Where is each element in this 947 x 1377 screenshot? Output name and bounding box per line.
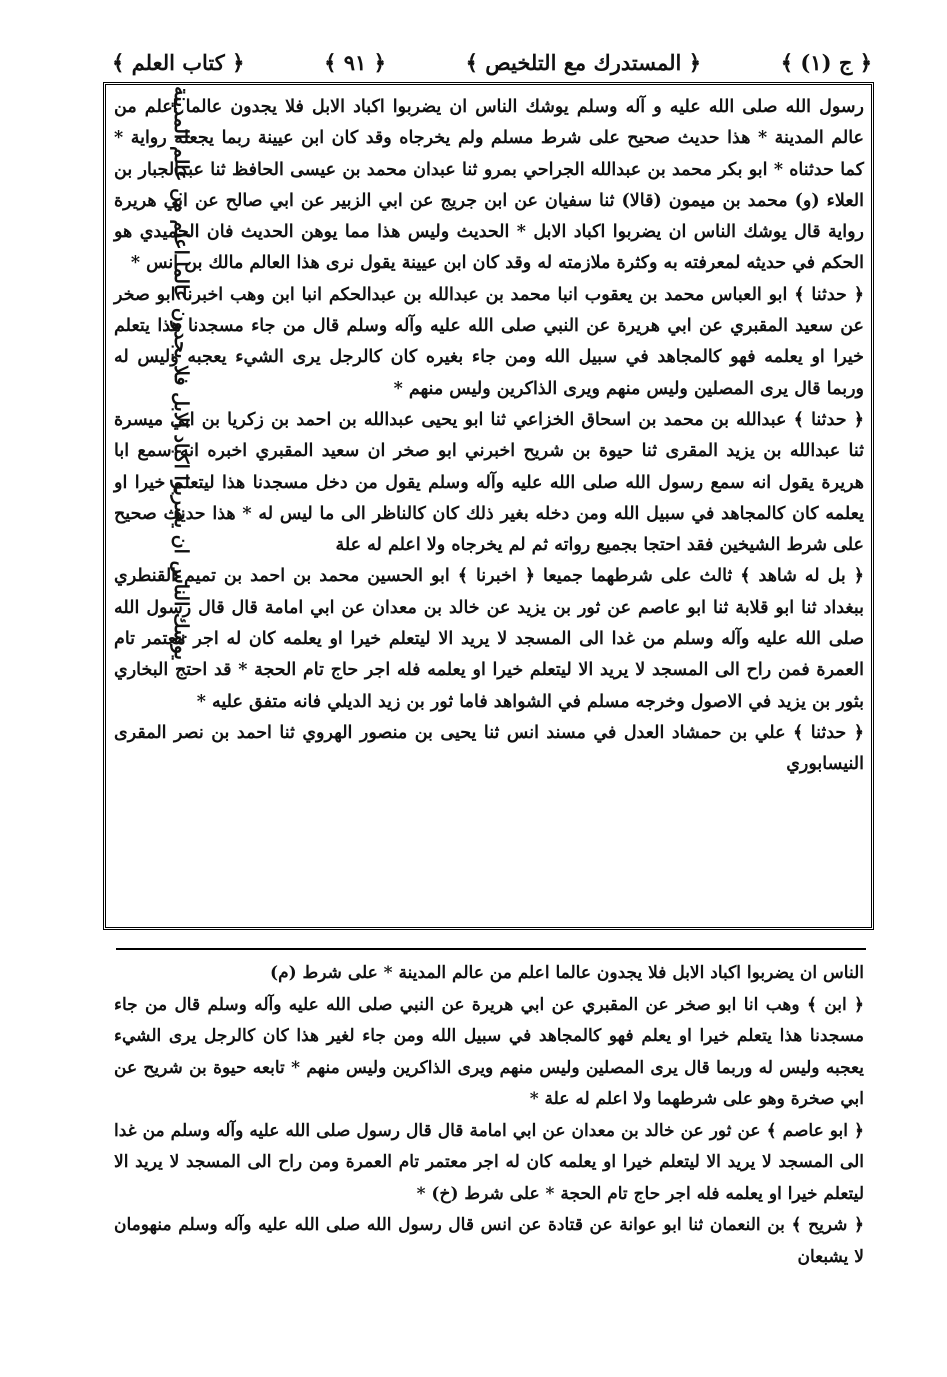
main-paragraph: ﴿ بل له شاهد ﴾ ثالث على شرطهما جميعا ﴿ اخبرنا ﴾ ابو الحسين محمد بن احمد بن تميم القنطري ببغداد ثنا ابو قلابة ثنا ابو عاصم عن ثور بن يزيد عن خالد بن معدان عن ابي امامة قال قال رسول الله صلى الله عليه وآله وسلم من غدا الى المسجد لا يريد الا ليتعلم خيرا او يعلمه كان له اجر معتمر تام العمرة فمن راح الى المسجد لا يريد الا ليتعلم خيرا او يعلمه فله اجر حاج تام الحجة * قد احتج البخاري بثور بن يزيد في الاصول وخرجه مسلم في الشواهد فاما ثور بن زيد الديلي فانه متفق عليه * <box>114 566 864 712</box>
page-number: ﴿ ٩١ ﴾ <box>324 49 386 75</box>
page-header <box>112 44 872 80</box>
main-paragraph: ﴿ حدثنا ﴾ علي بن حمشاد العدل في مسند انس ثنا يحيى بن منصور الهروي ثنا احمد بن نصر المقرى النيسابوري <box>114 722 864 775</box>
volume-label: ﴿ ج (١) ﴾ <box>780 49 872 75</box>
footnote: ﴿ ابن ﴾ وهب انا ابو صخر عن المقبري عن ابي هريرة عن النبي صلى الله عليه وآله وسلم قال من جاء مسجدنا هذا يتعلم خيرا او يعلم فهو كالمجاهد في سبيل الله ومن جاء لغير هذا كان كالرجل يرى الشيء يعجبه وليس له وربما قال يرى المصلين وليس منهم ويرى الذاكرين وليس منهم * تابعه حيوة بن شريح عن ابي صخرة وهو على شرطهما ولا اعلم له علة * <box>114 994 864 1109</box>
main-paragraph: ﴿ حدثنا ﴾ عبدالله بن محمد بن اسحاق الخزاعي ثنا ابو يحيى عبدالله بن احمد بن زكريا بن ابي ميسرة ثنا عبدالله بن يزيد المقرى ثنا حيوة بن شريح اخبرني ابو صخر ان سعيد المقبري اخبره انه سمع ابا هريرة يقول انه سمع رسول الله صلى الله عليه وآله وسلم يقول من دخل مسجدنا هذا ليتعلم خيرا او يعلمه كان كالمجاهد في سبيل الله ومن دخله بغير ذلك كان كالناظر الى ما ليس له * هذا حديث صحيح على شرط الشيخين فقد احتجا بجميع رواته ثم لم يخرجاه ولا اعلم له علة <box>114 409 864 556</box>
footnote: الناس ان يضربوا اكباد الابل فلا يجدون عالما اعلم من عالم المدينة * على شرط (م) <box>270 963 864 983</box>
book-title: ﴿ كتاب العلم ﴾ <box>112 49 245 75</box>
margin-note: يوشك الناس ان يضربوا اكباد الابل فلا يجدون عالما اعلم من عالم المدينة <box>170 86 192 660</box>
footnotes <box>114 958 864 1273</box>
main-paragraph: ﴿ حدثنا ﴾ ابو العباس محمد بن يعقوب انبا محمد بن عبدالله بن عبدالحكم انبا ابن وهب اخبرنا ابو صخر عن سعيد المقبري عن ابي هريرة عن النبي صلى الله عليه وآله وسلم قال من جاء مسجدنا هذا يتعلم خيرا او يعلمه فهو كالمجاهد في سبيل الله ومن جاء بغيره كان كالرجل يرى الشيء يعجبه وليس له وربما قال يرى المصلين وليس منهم ويرى الذاكرين وليس منهم * <box>114 284 864 399</box>
main-text <box>114 86 864 781</box>
footnote: ﴿ ابو عاصم ﴾ عن ثور عن خالد بن معدان عن ابي امامة قال قال رسول صلى الله عليه وآله وسلم من غدا الى المسجد لا يريد الا ليتعلم خيرا او يعلمه كان له اجر معتمر تام العمرة ومن راح الى المسجد لا يريد الا ليتعلم خيرا او يعلمه فله اجر حاج تام الحجة * على شرط (خ) * <box>114 1120 864 1204</box>
footnote-divider <box>116 948 866 950</box>
footnote: ﴿ شريح ﴾ بن النعمان ثنا ابو عوانة عن قتادة عن انس قال رسول الله صلى الله عليه وآله وسلم منهومان لا يشبعان <box>114 1215 864 1267</box>
running-title: ﴿ المستدرك مع التلخيص ﴾ <box>465 49 701 75</box>
main-paragraph: رسول الله صلى الله عليه و آله وسلم يوشك الناس ان يضربوا اكباد الابل فلا يجدون عالما اعلم من عالم المدينة * هذا حديث صحيح على شرط مسلم ولم يخرجاه وقد كان ابن عيينة ربما يجعله رواية * كما حدثناه * ابو بكر محمد بن عبدالله الجراحي بمرو ثنا عبدان محمد بن عيسى الحافظ ثنا عبدالجبار بن العلاء (و) محمد بن ميمون (قالا) ثنا سفيان عن ابن جريج عن ابي الزبير عن ابي صالح عن ابي هريرة رواية قال يوشك الناس ان يضربوا اكباد الابل * الحديث وليس هذا مما يوهن الحديث فان الحميدي هو الحكم في حديثه لمعرفته به وكثرة ملازمته له وقد كان ابن عيينة يقول نرى هذا العالم مالك بن انس * <box>114 97 864 274</box>
